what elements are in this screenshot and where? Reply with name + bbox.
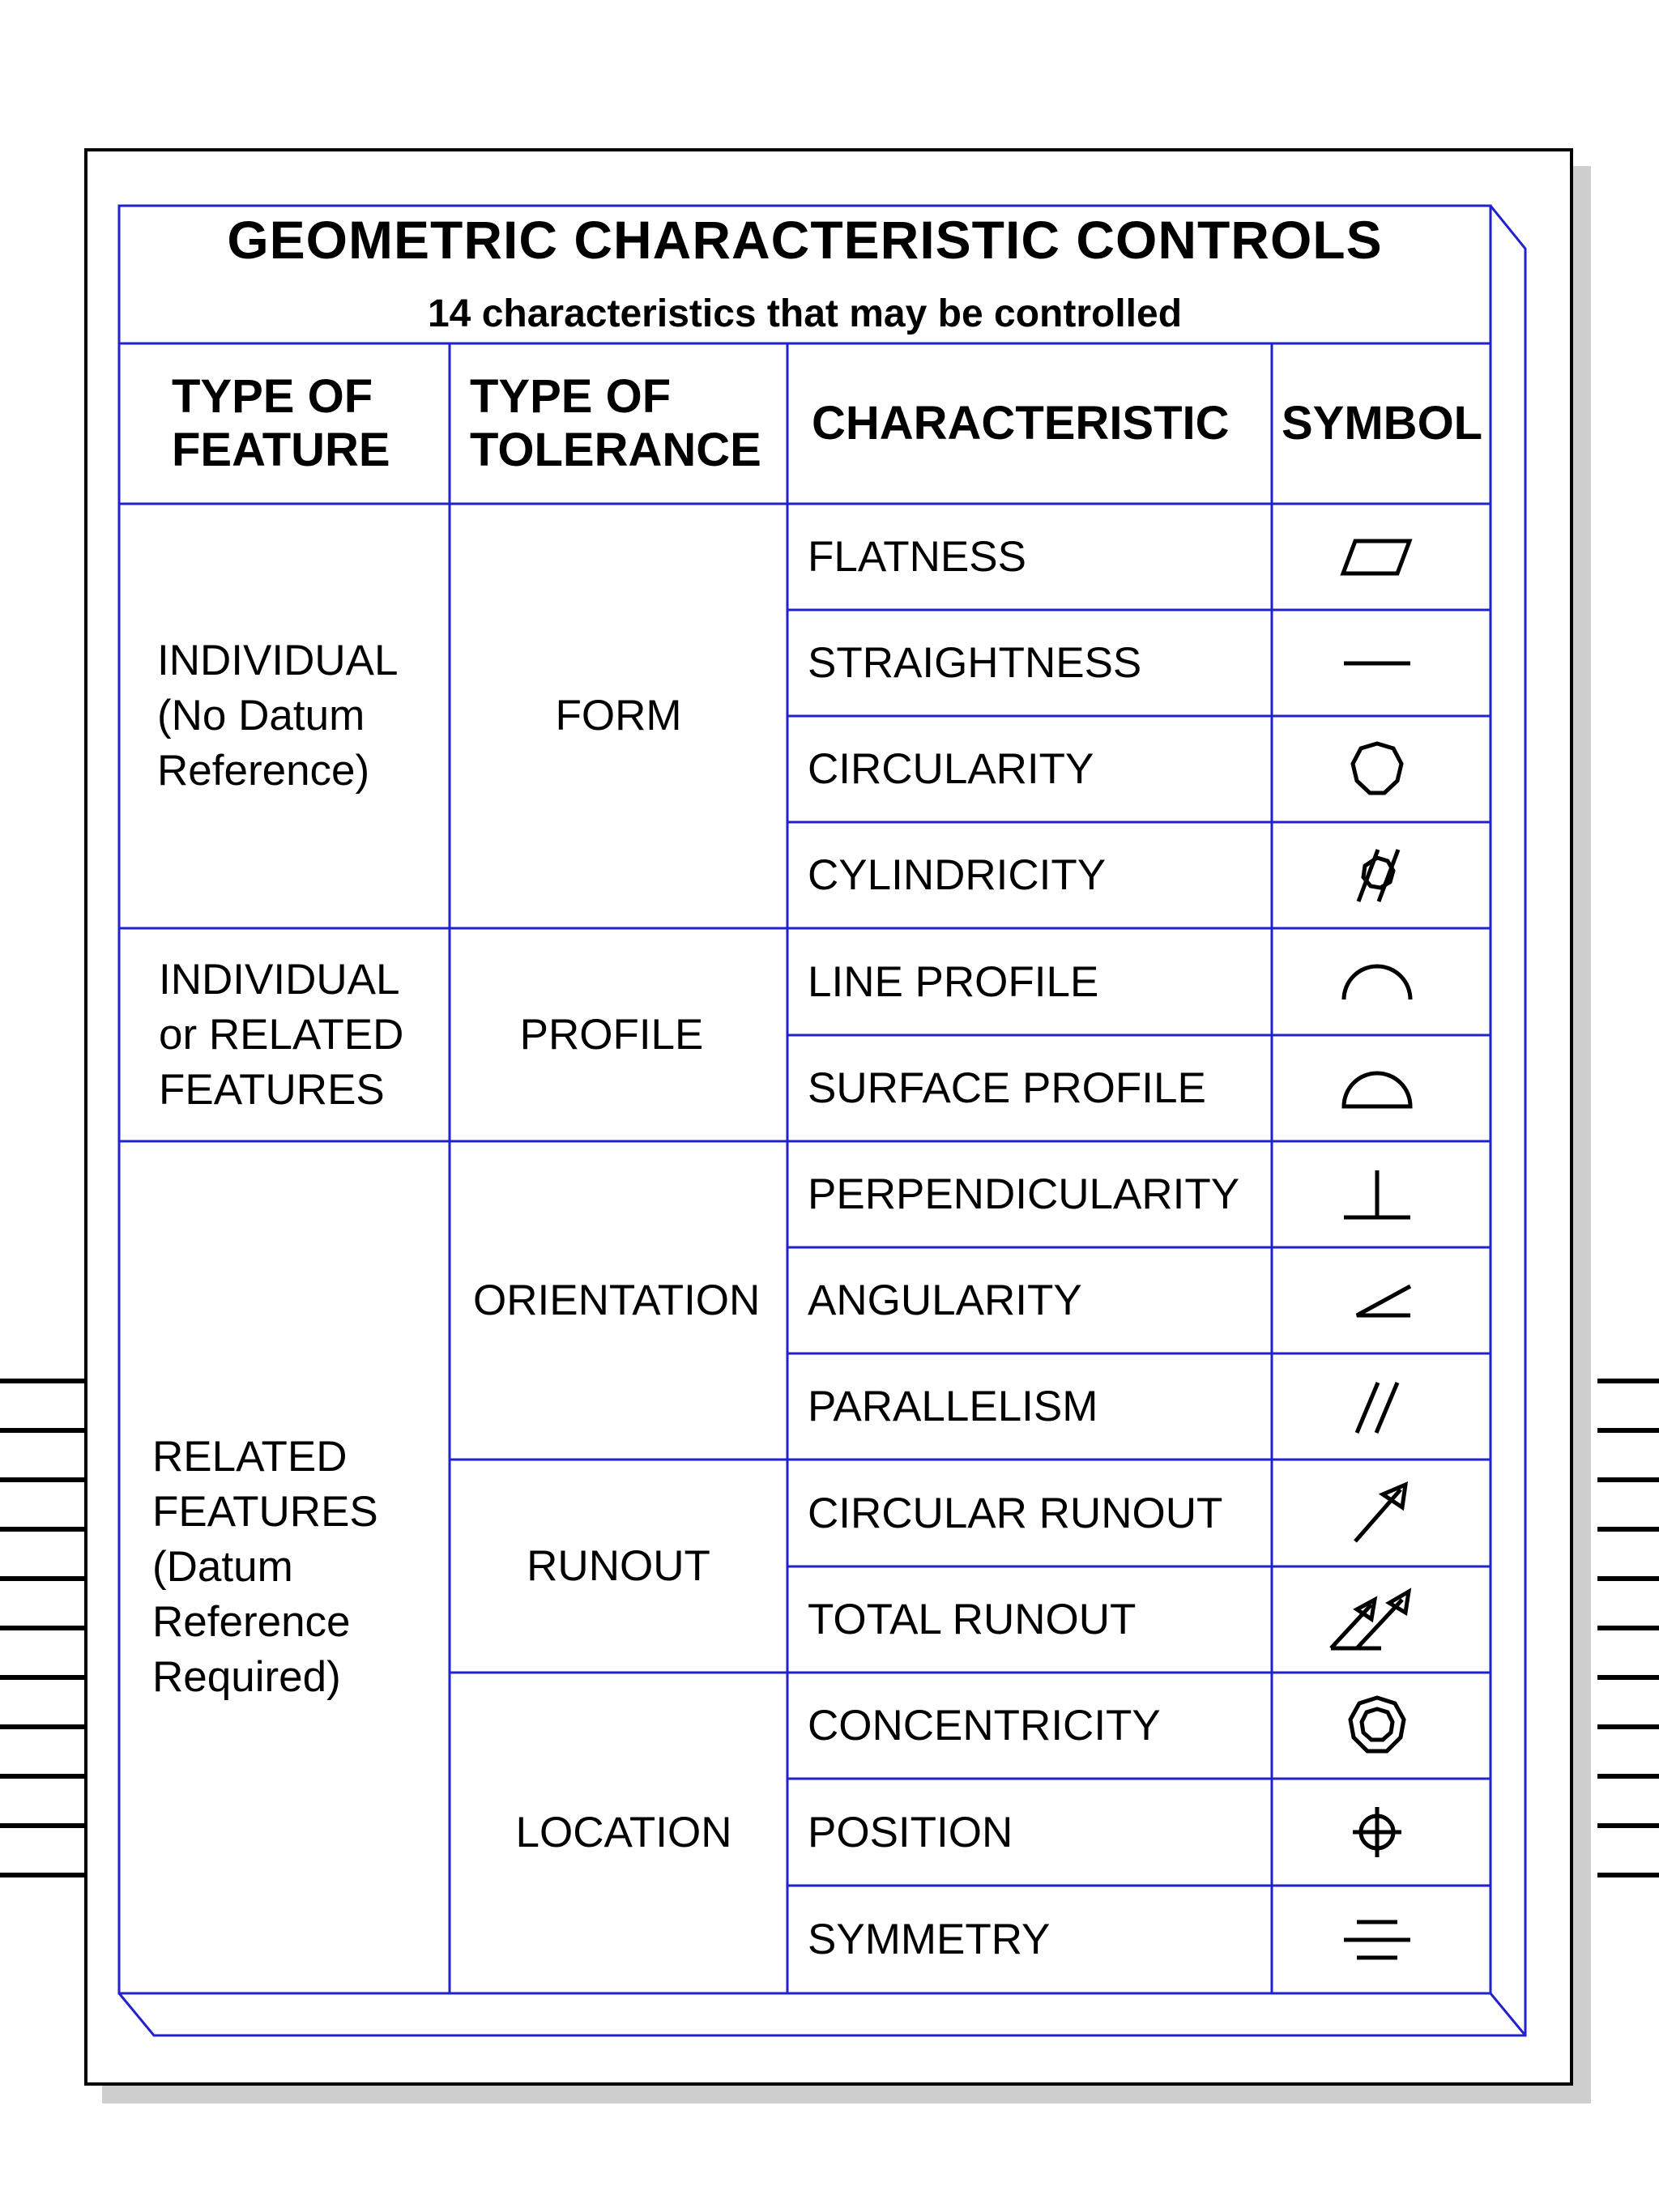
page-subtitle: 14 characteristics that may be controlled xyxy=(427,292,1183,335)
feature-group-line: FEATURES xyxy=(152,1488,378,1536)
angularity-symbol-icon xyxy=(1272,1247,1482,1353)
concentricity-symbol-icon xyxy=(1272,1673,1482,1779)
feature-group-line: (No Datum xyxy=(157,692,365,739)
characteristic-surface-profile: SURFACE PROFILE xyxy=(808,1064,1206,1112)
symmetry-symbol-icon xyxy=(1272,1886,1482,1993)
feature-group-line: or RELATED xyxy=(159,1010,404,1059)
tolerance-group-runout: RUNOUT xyxy=(527,1541,710,1590)
parallelism-symbol-icon xyxy=(1272,1353,1482,1460)
perpendicularity-symbol-icon xyxy=(1272,1141,1482,1247)
characteristic-total-runout: TOTAL RUNOUT xyxy=(808,1596,1137,1643)
characteristic-parallelism: PARALLELISM xyxy=(808,1383,1098,1430)
feature-group-line: Reference xyxy=(152,1598,351,1646)
feature-group-line: Required) xyxy=(152,1653,341,1701)
surface-profile-symbol-icon xyxy=(1272,1035,1482,1141)
feature-group-line: INDIVIDUAL xyxy=(159,955,400,1004)
circular-runout-symbol-icon xyxy=(1272,1460,1482,1566)
feature-group-individual-or-related xyxy=(159,928,447,1141)
position-symbol-icon xyxy=(1272,1779,1482,1886)
feature-group-line: Reference) xyxy=(157,747,370,795)
feature-group-related xyxy=(152,1141,447,1993)
tolerance-group-location: LOCATION xyxy=(515,1809,732,1856)
tolerance-group-orientation: ORIENTATION xyxy=(473,1276,761,1324)
feature-group-line: RELATED xyxy=(152,1433,348,1481)
feature-group-line: FEATURES xyxy=(159,1065,385,1114)
cylindricity-symbol-icon xyxy=(1272,822,1482,928)
characteristic-straightness: STRAIGHTNESS xyxy=(808,639,1142,687)
characteristic-perpendicularity: PERPENDICULARITY xyxy=(808,1170,1240,1218)
tolerance-group-profile: PROFILE xyxy=(519,1010,704,1059)
header-tolerance-type: TYPE OF TOLERANCE xyxy=(470,370,761,476)
line-profile-symbol-icon xyxy=(1272,928,1482,1035)
feature-group-individual xyxy=(157,504,447,928)
flatness-symbol-icon xyxy=(1272,504,1482,610)
header-characteristic: CHARACTERISTIC xyxy=(812,397,1230,450)
circularity-symbol-icon xyxy=(1272,716,1482,822)
tolerance-group-form: FORM xyxy=(555,692,682,739)
characteristic-angularity: ANGULARITY xyxy=(808,1276,1082,1324)
feature-group-line: (Datum xyxy=(152,1543,293,1591)
page-title: GEOMETRIC CHARACTERISTIC CONTROLS xyxy=(227,210,1383,270)
header-feature-type: TYPE OF FEATURE xyxy=(172,370,390,476)
characteristic-circularity: CIRCULARITY xyxy=(808,745,1094,793)
straightness-symbol-icon xyxy=(1272,610,1482,716)
header-symbol: SYMBOL xyxy=(1282,397,1483,450)
characteristic-cylindricity: CYLINDRICITY xyxy=(808,851,1107,899)
characteristic-circular-runout: CIRCULAR RUNOUT xyxy=(808,1489,1223,1537)
characteristic-symmetry: SYMMETRY xyxy=(808,1916,1051,1963)
characteristic-position: POSITION xyxy=(808,1808,1013,1856)
total-runout-symbol-icon xyxy=(1272,1566,1482,1673)
feature-group-line: INDIVIDUAL xyxy=(157,637,399,684)
characteristic-line-profile: LINE PROFILE xyxy=(808,957,1099,1006)
characteristic-flatness: FLATNESS xyxy=(808,533,1026,581)
characteristic-concentricity: CONCENTRICITY xyxy=(808,1702,1161,1750)
